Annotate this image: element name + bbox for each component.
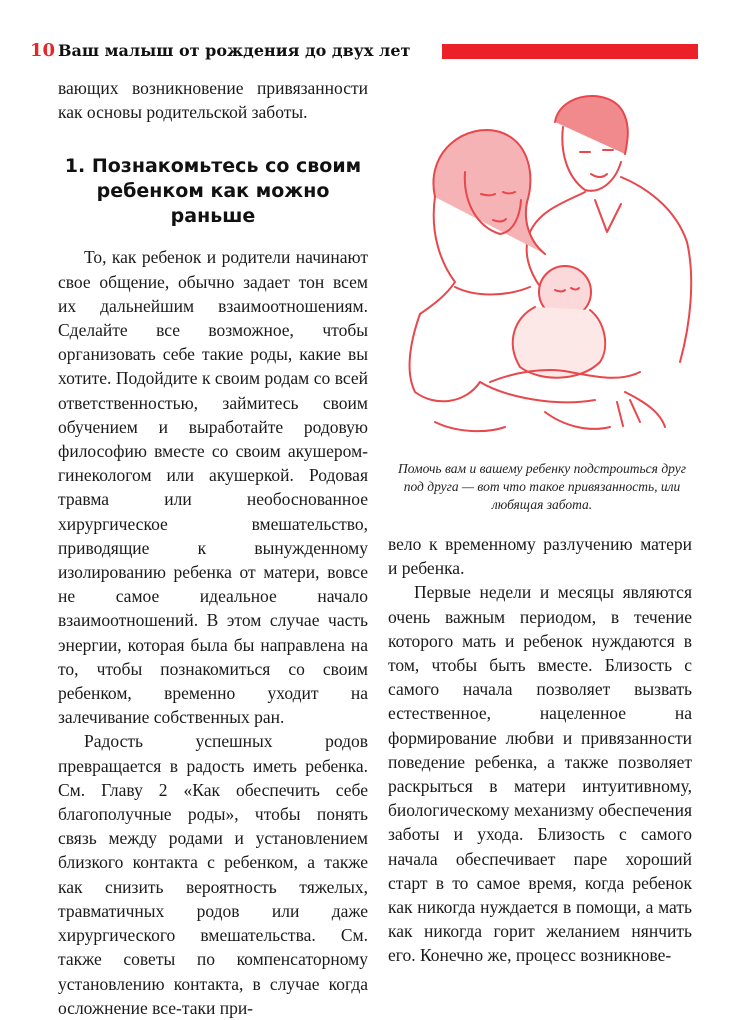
parents-with-baby-illustration xyxy=(395,82,695,462)
section-heading: 1. Познакомьтесь со своим ребенком как можно раньше xyxy=(64,155,362,228)
running-title: Ваш малыш от рождения до двух лет xyxy=(58,41,411,60)
right-column xyxy=(388,532,692,968)
body-paragraph-3: Первые недели и месяцы являются очень важным периодом, в течение которого мать и ребенок нуждаются в том, чтобы быть вместе. Близость с самого начала позволяет вызвать естественное, нацеленное на формирование любви и привязанности поведение ребенка, а также позволяет раскрыться в матери интуитивному, биологическому механизму обеспечения заботы и ухода. Близость с самого начала обеспечивает паре хороший старт в то самое время, когда ребенок как никогда нуждается в помощи, а мать как никогда горит желанием нянчить его. Конечно же, процесс возникнове- xyxy=(388,582,692,966)
intro-paragraph: вающих возникновение привязанности как основы родительской заботы. xyxy=(58,78,368,123)
continuation-paragraph: вело к временному разлучению матери и ребенка. xyxy=(388,534,692,579)
body-paragraph-1: То, как ребенок и родители начинают свое общение, обычно задает тон всем их дальнейшим взаимоотношениям. Сделайте все возможное, чтобы организовать себе такие роды, какие вы хотите. Подойдите к своим родам со всей ответственностью, займитесь своим обучением и выработайте родовую философию вместе со своим акушером-гинекологом или акушеркой. Родовая травма или необоснованное хирургическое вмешательство, приводящие к вынужденному изолированию ребенка от матери, вовсе не самое идеальное начало взаимоотношений. В этом случае часть энергии, которая была бы направлена на то, чтобы познакомиться со своим ребенком, временно уходит на залечивание собственных ран. xyxy=(58,247,368,728)
running-header xyxy=(30,40,700,62)
page-number: 10 xyxy=(30,40,56,61)
left-column xyxy=(58,76,368,1020)
body-paragraph-2: Радость успешных родов превращается в радость иметь ребенка. См. Главу 2 «Как обеспечить себе благополучные роды», чтобы понять связь между родами и установлением близкого контакта с ребенком, а также как снизить вероятность тяжелых, травматичных родов или даже хирургического вмешательства. См. также советы по компенсаторному установлению контакта, в случае когда осложнение все-таки при- xyxy=(58,731,368,1018)
header-accent-bar xyxy=(442,44,698,59)
figure-caption: Помочь вам и вашему ребенку подстроиться друг под друга — вот что такое привязанность, или любящая забота. xyxy=(397,461,686,512)
